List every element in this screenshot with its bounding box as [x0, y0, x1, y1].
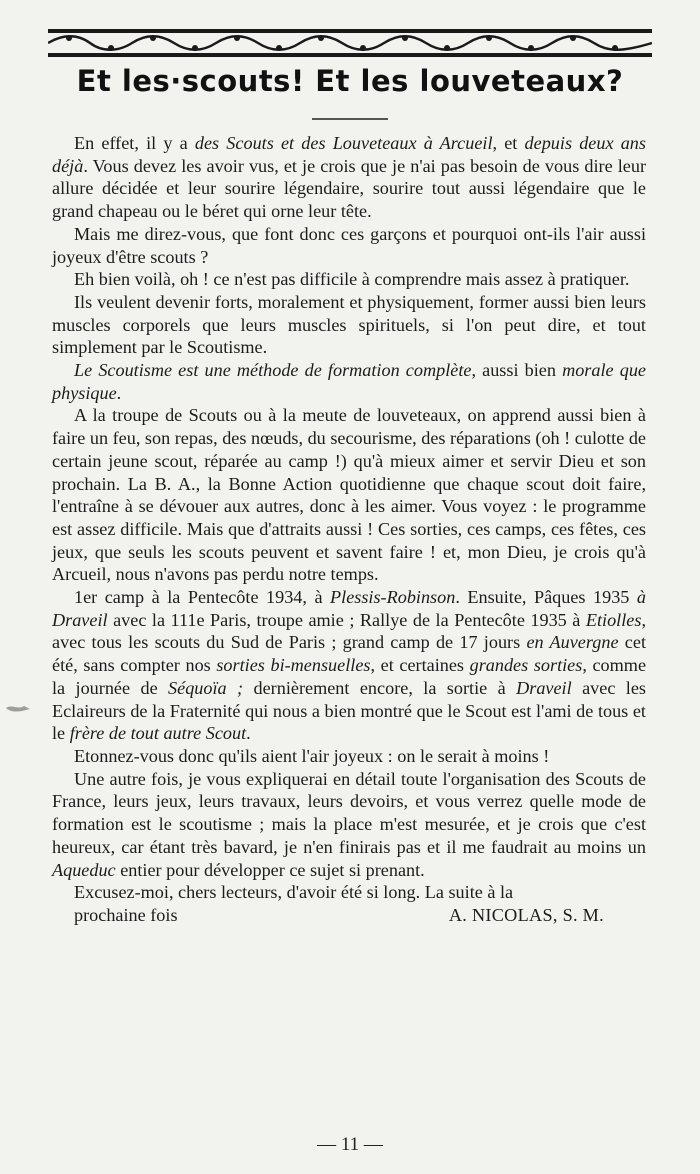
closing-line — [52, 904, 646, 927]
decorative-border-ornament — [48, 26, 652, 60]
text-run: dernièrement encore, la sortie à — [243, 677, 517, 698]
title-divider — [312, 118, 388, 120]
text-run: entier pour développer ce sujet si prenant. — [115, 859, 425, 880]
text-run: . Vous devez les avoir vus, et je crois que je n'ai pas besoin de vous dire leur allure décidée et leur sourire légendaire, sourire tout aussi légendaire que le grand chapeau ou le béret qui orne leur tête. — [52, 155, 646, 222]
italic-text-run: sorties bi-mensuelles — [216, 655, 371, 676]
italic-text-run: à Draveil — [52, 587, 646, 630]
article-paragraph — [52, 745, 646, 768]
text-run: Etonnez-vous donc qu'ils aient l'air joyeux : on le serait à moins ! — [74, 745, 550, 766]
text-run: , et certaines — [370, 655, 470, 676]
article-paragraph — [52, 359, 646, 404]
text-run: Ils veulent devenir forts, moralement et physiquement, former aussi bien leurs muscles corporels que leurs muscles spirituels, si l'on peut dire, et tout simplement par le Scoutisme. — [52, 291, 646, 358]
article-paragraph — [52, 768, 646, 882]
italic-text-run: grandes sorties — [469, 655, 583, 676]
italic-text-run: morale que physique — [52, 360, 646, 403]
text-run: A la troupe de Scouts ou à la meute de louveteaux, on apprend aussi bien à faire un feu, son repas, des nœuds, du secourisme, des réparations (oh ! culotte de certain jeune scout, réparée au camp !) qu'à mieux aimer et servir Dieu et son prochain. La B. A., la Bonne Action quotidienne que chaque scout doit faire, l'entraîne à se dévouer aux autres, donc à les aimer. Vous voyez : le programme est assez difficile. Mais que d'attraits aussi ! Ces sorties, ces camps, ces fêtes, ces jeux, que seuls les scouts peuvent et savent faire ! et, mon Dieu, je crois qu'à Arcueil, nous n'avons pas perdu notre temps. — [52, 405, 646, 585]
italic-text-run: frère de tout autre Scout — [69, 723, 247, 744]
text-run: Excusez-moi, chers lecteurs, d'avoir été si long. La suite à la — [74, 882, 514, 903]
italic-text-run: en Auvergne — [526, 632, 619, 653]
italic-text-run: Etiolles — [585, 609, 642, 630]
author-signature: A. NICOLAS, S. M. — [448, 904, 604, 925]
italic-text-run: Séquoïa ; — [168, 677, 244, 698]
ink-smudge — [4, 700, 32, 714]
text-run: . — [116, 382, 122, 403]
italic-text-run: Le Scoutisme est une méthode de formation complète — [74, 360, 472, 381]
italic-text-run: Draveil — [516, 677, 572, 698]
text-run: , avec tous les scouts du Sud de Paris ; grand camp de 17 jours — [52, 609, 646, 653]
article-paragraph — [52, 291, 646, 359]
text-run: En effet, il y a — [74, 133, 195, 153]
article-paragraph — [52, 586, 646, 745]
text-run: Eh bien voilà, oh ! ce n'est pas difficile à comprendre mais assez à pratiquer. — [74, 269, 630, 290]
page-number: — 11 — — [317, 1134, 383, 1155]
article-paragraph — [52, 132, 646, 223]
article-body — [52, 132, 646, 927]
text-run: , comme la journée de — [52, 655, 647, 698]
article-paragraph — [52, 223, 646, 268]
article-paragraph — [52, 404, 646, 586]
text-run: , et — [492, 133, 525, 153]
text-run: avec les Eclaireurs de la Fraternité qui nous a bien montré que le Scout est l'ami de tous et le — [52, 677, 646, 744]
article-paragraph — [52, 881, 646, 904]
italic-text-run: Aqueduc — [52, 859, 116, 880]
text-run: . — [246, 723, 251, 744]
text-run: 1er camp à la Pentecôte 1934, à — [74, 587, 331, 608]
italic-text-run: depuis deux ans déjà — [52, 133, 646, 176]
text-run: Mais me direz-vous, que font donc ces garçons et pourquoi ont-ils l'air aussi joyeux d'être scouts ? — [52, 223, 646, 267]
text-run: . Ensuite, Pâques 1935 — [455, 587, 637, 608]
text-run: cet été, sans compter nos — [52, 632, 646, 676]
article-paragraph — [52, 268, 646, 291]
text-run: avec la 111e Paris, troupe amie ; Rallye de la Pentecôte 1935 à — [107, 609, 586, 630]
closing-text: prochaine fois — [74, 904, 178, 925]
italic-text-run: Plessis-Robinson — [330, 587, 456, 608]
article-title: Et les·scouts! Et les louveteaux? — [76, 64, 624, 98]
italic-text-run: des Scouts et des Louveteaux à Arcueil — [194, 133, 493, 153]
text-run: , aussi bien — [471, 360, 563, 381]
text-run: Une autre fois, je vous expliquerai en détail toute l'organisation des Scouts de France, leurs jeux, leurs travaux, leurs devoirs, et vous verrez quelle mode de formation est le scoutisme ; mais la place m'est mesurée, et je crois que c'est heureux, car étant très bavard, je n'en finirais pas et il me faudrait au moins un — [52, 768, 646, 857]
